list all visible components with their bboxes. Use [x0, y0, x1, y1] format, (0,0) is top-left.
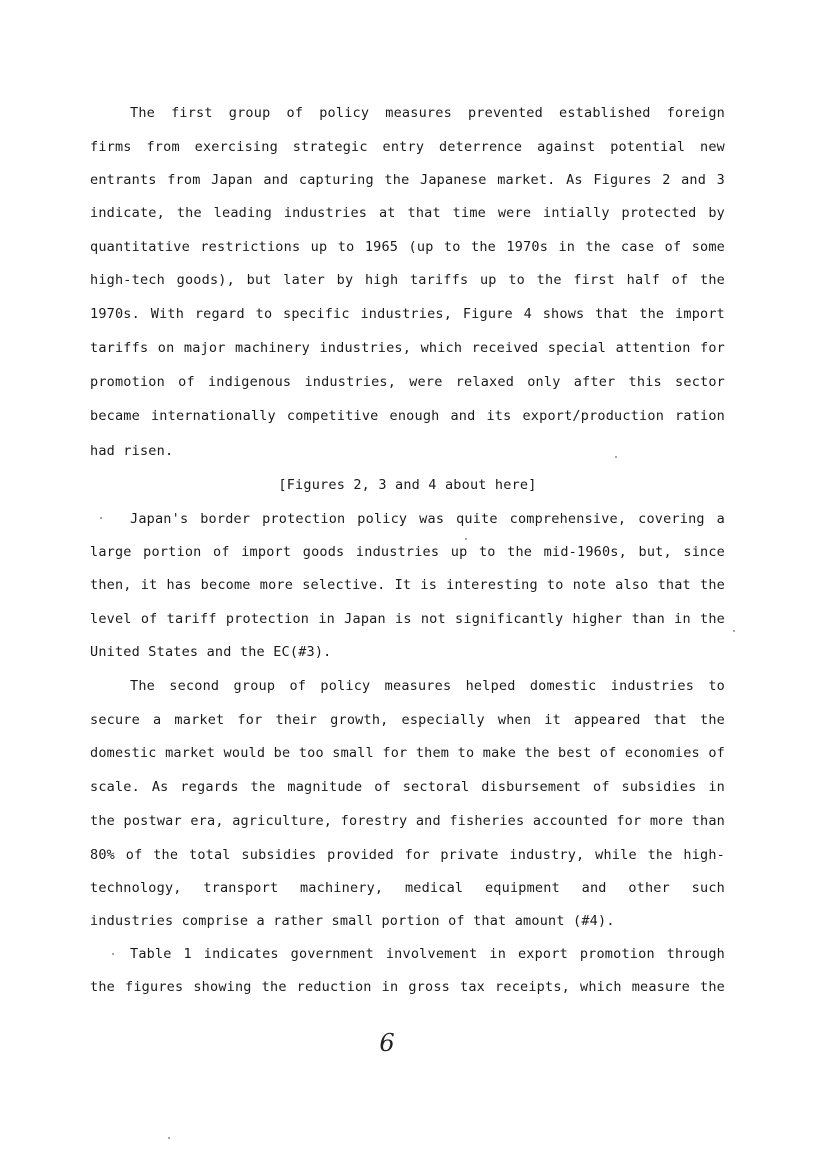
text-line: promotion of indigenous industries, were relaxed only after this sector: [90, 374, 725, 390]
scan-speck: [465, 538, 467, 540]
text-line: The first group of policy measures prevented established foreign: [130, 105, 725, 121]
text-line: became internationally competitive enough and its export/production ration: [90, 408, 725, 424]
text-line: scale. As regards the magnitude of sectoral disbursement of subsidies in: [90, 779, 725, 795]
text-line: secure a market for their growth, especially when it appeared that the: [90, 712, 725, 728]
text-line: had risen.: [90, 443, 174, 459]
text-line: indicate, the leading industries at that time were intially protected by: [90, 205, 725, 221]
text-line: the figures showing the reduction in gross tax receipts, which measure the: [90, 979, 725, 995]
scan-speck: [112, 953, 114, 955]
text-line: large portion of import goods industries up to the mid-1960s, but, since: [90, 544, 725, 560]
text-line: Japan's border protection policy was quite comprehensive, covering a: [130, 511, 725, 527]
text-line: then, it has become more selective. It is interesting to note also that the: [90, 577, 725, 593]
text-line: level of tariff protection in Japan is not significantly higher than in the: [90, 611, 725, 627]
text-line: Table 1 indicates government involvement in export promotion through: [130, 946, 725, 962]
text-line: The second group of policy measures helped domestic industries to: [130, 678, 725, 694]
text-line: quantitative restrictions up to 1965 (up to the 1970s in the case of some: [90, 239, 725, 255]
text-line: industries comprise a rather small portion of that amount (#4).: [90, 913, 615, 929]
text-line: 1970s. With regard to specific industries, Figure 4 shows that the import: [90, 306, 725, 322]
scan-speck: [615, 456, 617, 458]
figure-placement-note: [Figures 2, 3 and 4 about here]: [278, 477, 537, 493]
text-line: 80% of the total subsidies provided for private industry, while the high-: [90, 847, 725, 863]
text-line: high-tech goods), but later by high tariffs up to the first half of the: [90, 272, 725, 288]
scan-speck: [100, 517, 102, 519]
text-line: technology, transport machinery, medical equipment and other such: [90, 880, 725, 896]
scan-speck: [168, 1137, 170, 1139]
page-number: 6: [379, 1029, 395, 1057]
text-line: tariffs on major machinery industries, which received special attention for: [90, 340, 725, 356]
text-line: the postwar era, agriculture, forestry and fisheries accounted for more than: [90, 813, 725, 829]
text-line: firms from exercising strategic entry deterrence against potential new: [90, 139, 725, 155]
scan-speck: [733, 630, 735, 632]
text-line: United States and the EC(#3).: [90, 644, 332, 660]
text-line: domestic market would be too small for them to make the best of economies of: [90, 745, 725, 761]
text-line: entrants from Japan and capturing the Japanese market. As Figures 2 and 3: [90, 172, 725, 188]
